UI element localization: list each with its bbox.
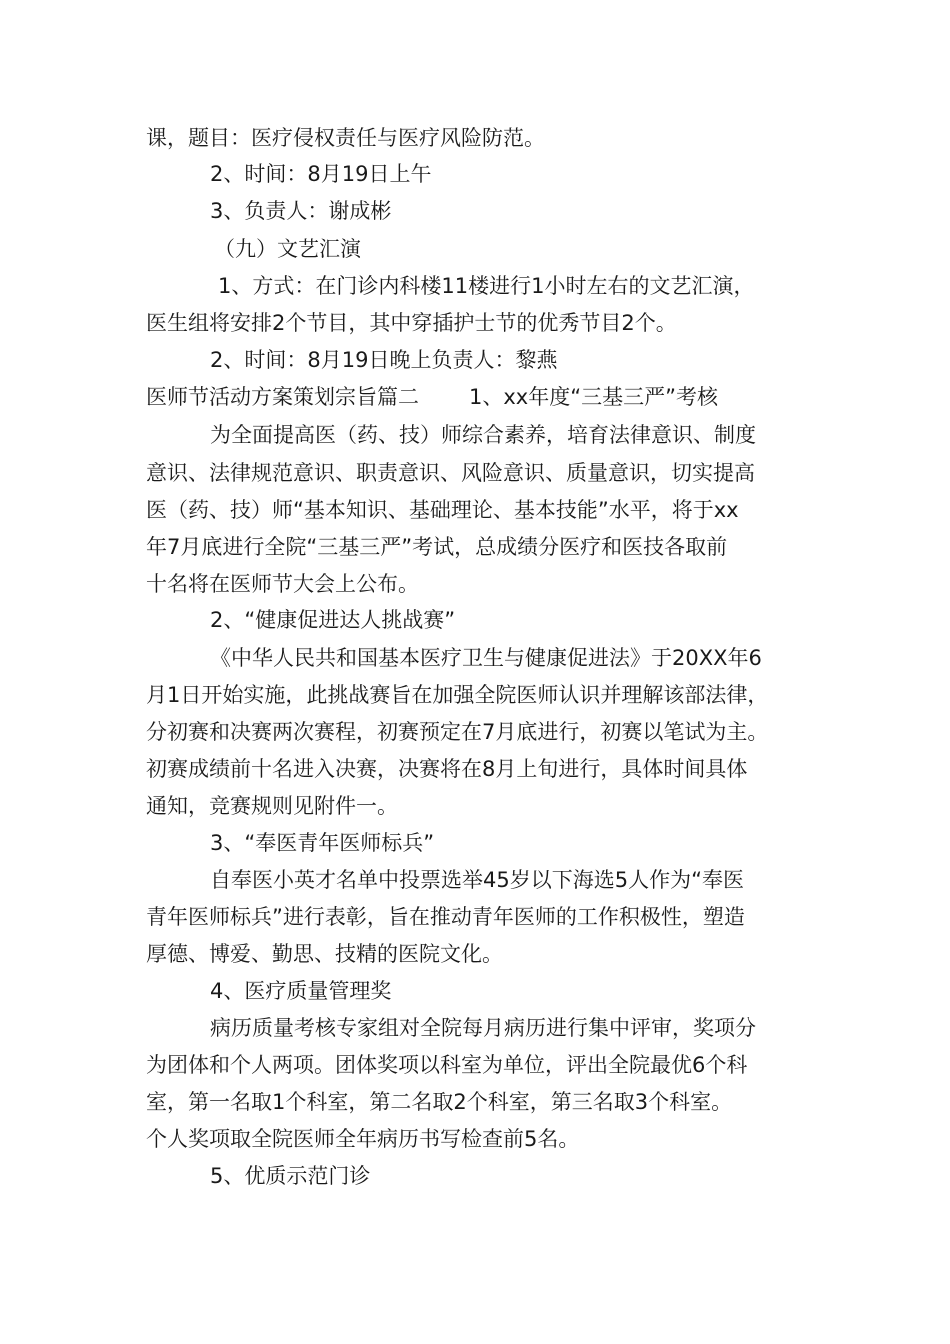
text-line: 《中华人民共和国基本医疗卫生与健康促进法》于20XX年6 xyxy=(210,646,762,670)
text-line: 2、时间：8月19日晚上负责人：黎燕 xyxy=(210,348,558,372)
chapter-title: 医师节活动方案策划宗旨篇二 xyxy=(146,385,419,409)
text-line: 为全面提高医（药、技）师综合素养，培育法律意识、制度 xyxy=(210,423,756,447)
text-line: 3、负责人：谢成彬 xyxy=(210,199,392,223)
subheading: 5、优质示范门诊 xyxy=(210,1164,371,1188)
text-line: 课，题目：医疗侵权责任与医疗风险防范。 xyxy=(146,126,545,150)
subheading: 4、医疗质量管理奖 xyxy=(210,979,392,1003)
text-line: 室，第一名取1个科室，第二名取2个科室，第三名取3个科室。 xyxy=(146,1090,733,1114)
text-line: 医（药、技）师“基本知识、基础理论、基本技能”水平，将于xx xyxy=(146,498,739,522)
text-line: 十名将在医师节大会上公布。 xyxy=(146,572,419,596)
subheading: 3、“奉医青年医师标兵” xyxy=(210,831,435,855)
text-line: 意识、法律规范意识、职责意识、风险意识、质量意识，切实提高 xyxy=(146,461,755,485)
text-line: 月1日开始实施，此挑战赛旨在加强全院医师认识并理解该部法律， xyxy=(146,683,769,707)
section-heading: （九）文艺汇演 xyxy=(214,237,361,261)
text-line: 医生组将安排2个节目，其中穿插护士节的优秀节目2个。 xyxy=(146,311,677,335)
text-line: 厚德、博爱、勤思、技精的医院文化。 xyxy=(146,942,503,966)
text-line: 青年医师标兵”进行表彰，旨在推动青年医师的工作积极性，塑造 xyxy=(146,905,745,929)
subheading: 1、xx年度“三基三严”考核 xyxy=(469,385,718,409)
text-line: 为团体和个人两项。团体奖项以科室为单位，评出全院最优6个科 xyxy=(146,1053,748,1077)
subheading: 2、“健康促进达人挑战赛” xyxy=(210,608,456,632)
text-line: 1、方式：在门诊内科楼11楼进行1小时左右的文艺汇演， xyxy=(218,274,755,298)
text-line: 2、时间：8月19日上午 xyxy=(210,162,432,186)
text-line: 分初赛和决赛两次赛程，初赛预定在7月底进行，初赛以笔试为主。 xyxy=(146,720,769,744)
text-line: 年7月底进行全院“三基三严”考试，总成绩分医疗和医技各取前 xyxy=(146,535,728,559)
text-line: 初赛成绩前十名进入决赛，决赛将在8月上旬进行，具体时间具体 xyxy=(146,757,748,781)
text-line: 通知，竞赛规则见附件一。 xyxy=(146,794,398,818)
text-line: 个人奖项取全院医师全年病历书写检查前5名。 xyxy=(146,1127,580,1151)
text-line: 自奉医小英才名单中投票选举45岁以下海选5人作为“奉医 xyxy=(210,868,744,892)
text-line: 病历质量考核专家组对全院每月病历进行集中评审，奖项分 xyxy=(210,1016,756,1040)
chapter-line xyxy=(146,383,718,411)
